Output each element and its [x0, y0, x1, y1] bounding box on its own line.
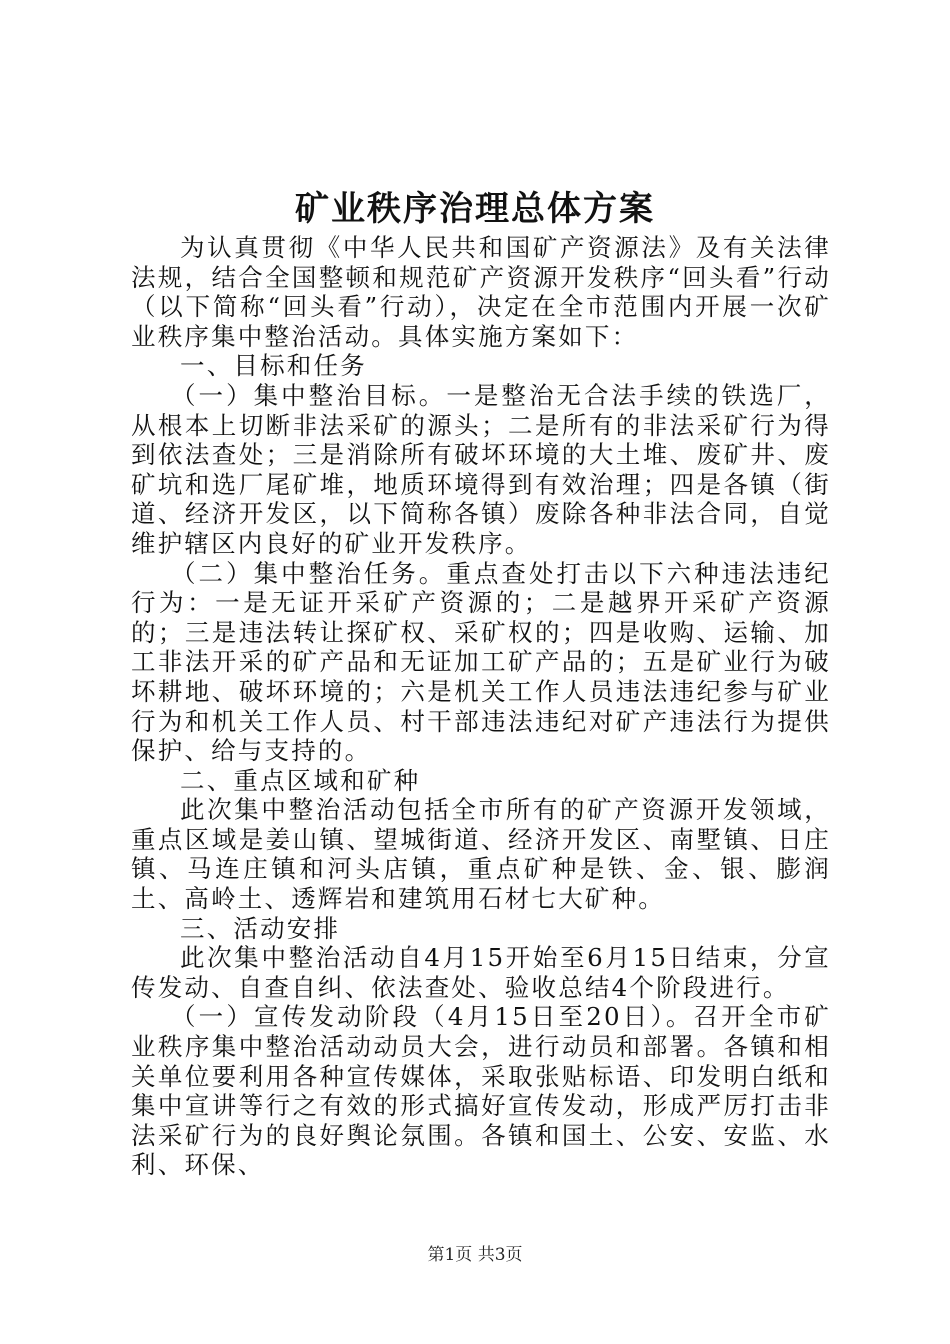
section-heading-schedule: 三、活动安排: [180, 913, 341, 943]
paragraph-publicity-phase: （一）宣传发动阶段（4月15日至20日）。召开全市矿业秩序集中整治活动动员大会，进行动员和部署。各镇和相关单位要利用各种宣传媒体，采取张贴标语、印发明白纸和集中宣讲等行之有效的形式搞好宣传发动，形成严厉打击非法采矿行为的良好舆论氛围。各镇和国土、公安、安监、水利、环保、: [131, 1002, 831, 1180]
document-title: 矿业秩序治理总体方案: [295, 189, 655, 229]
paragraph-areas: 此次集中整治活动包括全市所有的矿产资源开发领域，重点区域是姜山镇、望城街道、经济开发区、南墅镇、日庄镇、马连庄镇和河头店镇，重点矿种是铁、金、银、膨润土、高岭土、透辉岩和建筑用石材七大矿种。: [131, 795, 831, 914]
document-body: [131, 233, 831, 1180]
intro-paragraph: 为认真贯彻《中华人民共和国矿产资源法》及有关法律法规，结合全国整顿和规范矿产资源开发秩序“回头看”行动（以下简称“回头看”行动），决定在全市范围内开展一次矿业秩序集中整治活动。具体实施方案如下：: [131, 233, 831, 351]
section-heading-goals: 一、目标和任务: [180, 351, 367, 381]
paragraph-tasks: （二）集中整治任务。重点查处打击以下六种违法违纪行为：一是无证开采矿产资源的；二是越界开采矿产资源的；三是违法转让探矿权、采矿权的；四是收购、运输、加工非法开采的矿产品和无证加工矿产品的；五是矿业行为破坏耕地、破坏环境的；六是机关工作人员违法违纪参与矿业行为和机关工作人员、村干部违法违纪对矿产违法行为提供保护、给与支持的。: [131, 558, 831, 766]
paragraph-schedule: 此次集中整治活动自4月15开始至6月15日结束，分宣传发动、自查自纠、依法查处、验收总结4个阶段进行。: [131, 943, 831, 1002]
paragraph-goals: （一）集中整治目标。一是整治无合法手续的铁选厂，从根本上切断非法采矿的源头；二是所有的非法采矿行为得到依法查处；三是消除所有破坏环境的大土堆、废矿井、废矿坑和选厂尾矿堆，地质环境得到有效治理；四是各镇（街道、经济开发区，以下简称各镇）废除各种非法合同，自觉维护辖区内良好的矿业开发秩序。: [131, 380, 831, 558]
section-heading-areas: 二、重点区域和矿种: [180, 765, 421, 795]
page-footer: 第1页 共3页: [427, 1245, 523, 1265]
